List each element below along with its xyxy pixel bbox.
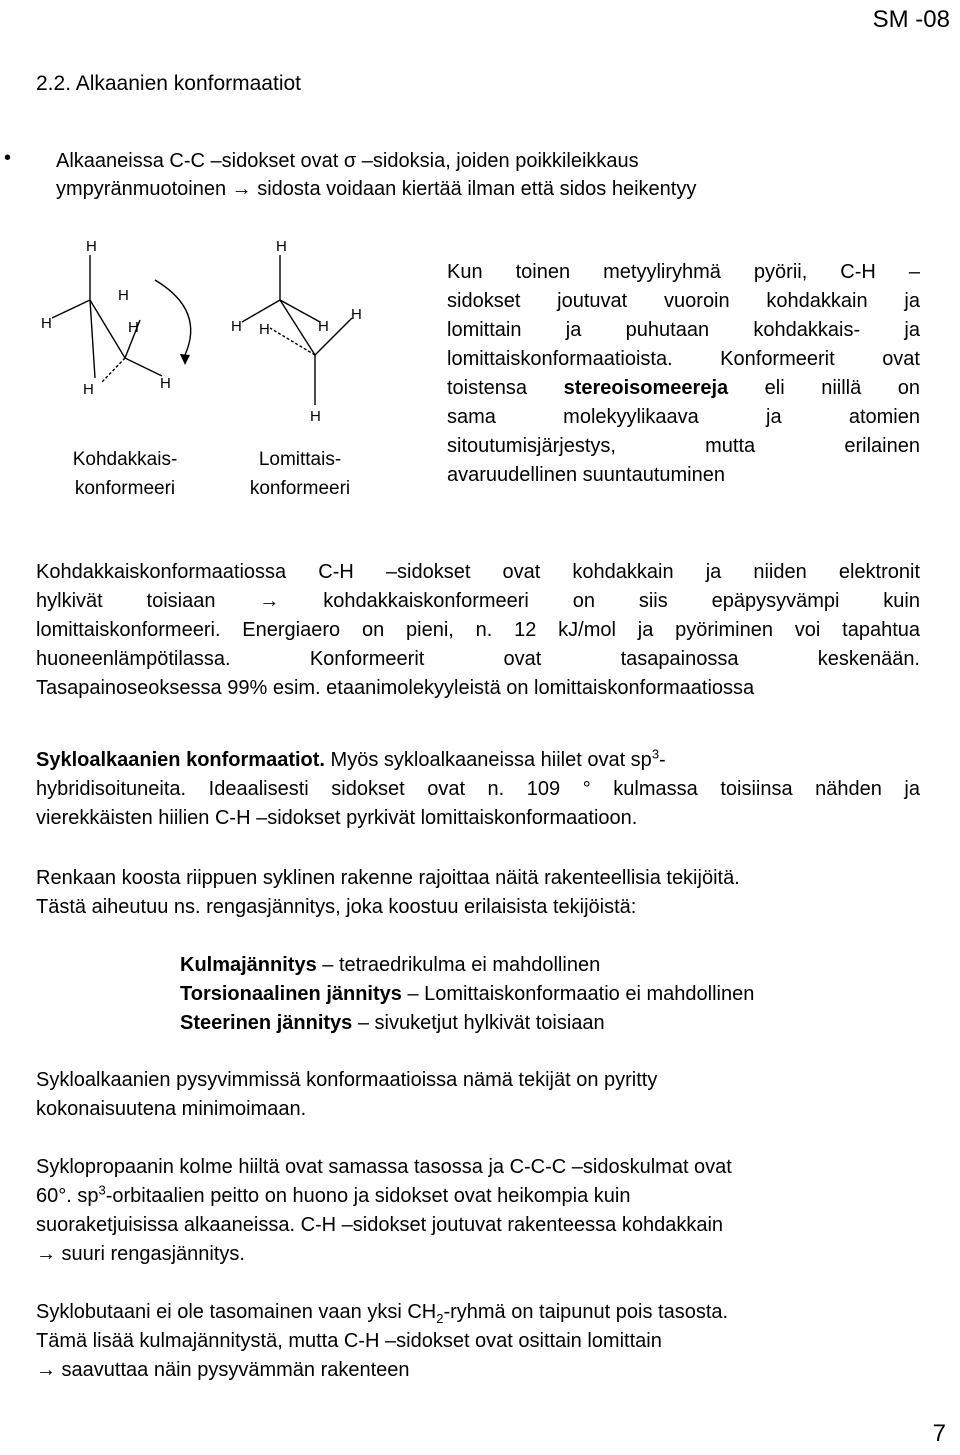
staggered-conformer-diagram xyxy=(52,255,191,382)
svg-text:H: H xyxy=(351,306,362,323)
strain-item-torsional: Torsionaalinen jännitys – Lomittaiskonformaatio ei mahdollinen xyxy=(180,983,755,1005)
eclipsed-atom-labels xyxy=(231,238,362,425)
staggered-atom-labels xyxy=(41,238,171,398)
bullet-line-2: ympyränmuotoinen → sidosta voidaan kiertää ilman että sidos heikentyy xyxy=(56,178,697,200)
figure-explanation: Kun toinen metyyliryhmä pyörii, C-H – sidokset joutuvat vuoroin kohdakkain ja lomittain ja puhutaan kohdakkais- ja lomittaiskonformaatioista. Konformeerit ovat toistensa stereoisomeereja eli niillä on sama molekyylikaava ja atomien sitoutumisjärjestys, mutta erilainen avaruudellinen suuntautuminen xyxy=(447,261,920,486)
svg-text:H: H xyxy=(318,318,329,335)
strain-item-steric: Steerinen jännitys – sivuketjut hylkivät toisiaan xyxy=(180,1012,605,1034)
svg-text:H: H xyxy=(259,321,270,338)
page-number: 7 xyxy=(932,1420,946,1447)
bullet-line-1: Alkaaneissa C-C –sidokset ovat σ –sidoksia, joiden poikkileikkaus xyxy=(56,150,639,172)
svg-text:H: H xyxy=(310,408,321,425)
svg-text:H: H xyxy=(83,381,94,398)
svg-text:H: H xyxy=(160,375,171,392)
paragraph-cyclopropane: Syklopropaanin kolme hiiltä ovat samassa tasossa ja C-C-C –sidoskulmat ovat 60°. $sp^3$-orbitaalien peitto on huono ja sidokset ovat heikompia kuin suoraketjuisissa alkaaneissa. C-H –sidokset joutuvat rakenteessa kohdakkain → suuri rengasjännitys. xyxy=(36,1156,732,1265)
section-title: 2.2. Alkaanien konformaatiot xyxy=(36,72,302,95)
paragraph-minimize: Sykloalkaanien pysyvimmissä konformaatioissa nämä tekijät on pyritty kokonaisuutena minimoimaan. xyxy=(36,1069,658,1120)
paragraph-staggered-energy: Kohdakkaiskonformaatiossa C-H –sidokset ovat kohdakkain ja niiden elektronit hylkivät toisiaan → kohdakkaiskonformeeri on siis epäpysyvämpi kuin lomittaiskonformeeri. Energiaero on pieni, n. 12 kJ/mol ja pyöriminen voi tapahtua huoneenlämpötilassa. Konformeerit ovat tasapainossa keskenään. Tasapainoseoksessa 99% esim. etaanimolekyyleistä on lomittaiskonformaatiossa xyxy=(36,561,920,699)
bullet-dot: • xyxy=(4,147,12,169)
paragraph-cycloalkane-conformations: Sykloalkaanien konformaatiot. Myös sykloalkaaneissa hiilet ovat $sp^3-$ hybridisoituneita. Ideaalisesti sidokset ovat n. 109 ° kulmassa toisiinsa nähden ja vierekkäisten hiilien C-H –sidokset pyrkivät lomittaiskonformaatioon. xyxy=(36,746,920,829)
svg-text:H: H xyxy=(128,319,139,336)
strain-list xyxy=(180,951,900,1038)
eclipsed-caption: Lomittais- konformeeri xyxy=(249,449,351,499)
conformer-figure xyxy=(30,230,390,430)
svg-text:H: H xyxy=(276,238,287,255)
staggered-caption: Kohdakkais- konformeeri xyxy=(72,449,178,499)
paragraph-cyclobutane: Syklobutaani ei ole tasomainen vaan yksi $CH_2$-ryhmä on taipunut pois tasosta. Tämä lisää kulmajännitystä, mutta C-H –sidokset ovat osittain lomittain → saavuttaa näin pysyvämmän rakenteen xyxy=(36,1301,729,1381)
svg-text:H: H xyxy=(118,287,129,304)
svg-text:H: H xyxy=(86,238,97,255)
svg-text:H: H xyxy=(41,315,52,332)
strain-item-angle: Kulmajännitys – tetraedrikulma ei mahdollinen xyxy=(180,954,601,976)
paragraph-ring-strain: Renkaan koosta riippuen syklinen rakenne rajoittaa näitä rakenteellisia tekijöitä. Tästä aiheutuu ns. rengasjännitys, joka koostuu erilaisista tekijöistä: xyxy=(36,867,740,918)
stereoisomer-term: stereoisomeereja xyxy=(563,377,729,399)
bullet-text xyxy=(56,147,856,203)
document-code: SM -08 xyxy=(872,6,950,33)
svg-text:H: H xyxy=(231,318,242,335)
cycloalkane-heading: Sykloalkaanien konformaatiot. xyxy=(36,749,325,771)
